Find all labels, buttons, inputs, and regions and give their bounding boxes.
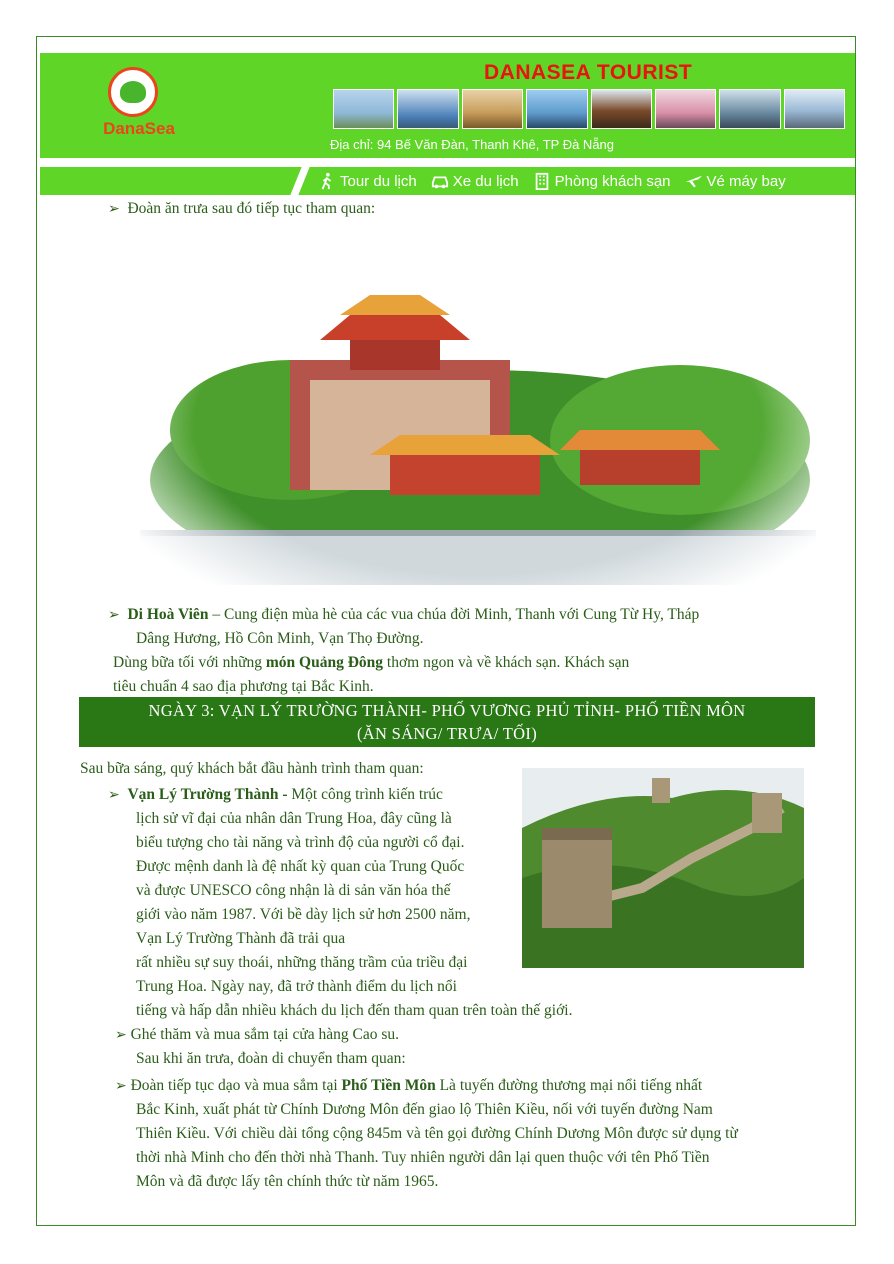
great-wall-text: Trung Hoa. Ngày nay, đã trở thành điểm du lịch nổi — [136, 978, 457, 995]
bullet-arrow-icon: ➢ — [115, 1078, 127, 1094]
destination-photo-strip — [333, 89, 845, 129]
destination-photo — [784, 89, 845, 129]
nav-item-label: Vé máy bay — [706, 172, 786, 190]
destination-photo — [526, 89, 587, 129]
qianmen-text: Thiên Kiều. Với chiều dài tổng cộng 845m và tên gọi đường Chính Dương Môn được sử dụng từ — [136, 1125, 738, 1142]
destination-photo — [719, 89, 780, 129]
summer-palace-text: – Cung điện mùa hè của các vua chúa đời Minh, Thanh với Cung Từ Hy, Tháp — [208, 606, 700, 623]
logo-text: DanaSea — [103, 119, 175, 138]
great-wall-image — [522, 768, 804, 968]
bullet-lunch — [108, 197, 375, 221]
nav-item-hotel[interactable] — [533, 172, 671, 190]
bullet-great-wall — [108, 783, 443, 807]
great-wall-text: rất nhiều sự suy thoái, những thăng trầm của triều đại — [136, 954, 468, 971]
qianmen-text: Môn và đã được lấy tên chính thức từ năm 1965. — [136, 1173, 439, 1190]
car-icon — [431, 172, 449, 190]
great-wall-text: lịch sử vĩ đại của nhân dân Trung Hoa, đây cũng là — [136, 810, 452, 827]
great-wall-text: giới vào năm 1987. Với bề dày lịch sử hơn 2500 năm, — [136, 906, 471, 923]
hiker-icon — [318, 172, 336, 190]
great-wall-text: Vạn Lý Trường Thành đã trải qua — [136, 930, 346, 947]
company-address: Địa chỉ: 94 Bế Văn Đàn, Thanh Khê, TP Đà Nẵng — [330, 137, 615, 152]
nav-item-car[interactable] — [431, 172, 519, 190]
lunch-text: Đoàn ăn trưa sau đó tiếp tục tham quan: — [127, 200, 376, 217]
summer-palace-text-cont: Dâng Hương, Hồ Côn Minh, Vạn Thọ Đường. — [136, 630, 424, 647]
great-wall-text: tiếng và hấp dẫn nhiều khách du lịch đến tham quan trên toàn thế giới. — [136, 1002, 573, 1019]
danasea-logo[interactable] — [102, 67, 175, 147]
destination-photo — [655, 89, 716, 129]
hotel-icon — [533, 172, 551, 190]
logo-emblem-icon — [108, 67, 158, 117]
plane-icon — [685, 172, 703, 190]
brand-title: DANASEA TOURIST — [484, 61, 693, 84]
rubber-shop-text: Ghé thăm và mua sắm tại cửa hàng Cao su. — [130, 1026, 399, 1043]
qianmen-pre: Đoàn tiếp tục dạo và mua sắm tại — [130, 1077, 342, 1094]
hotel-text: tiêu chuẩn 4 sao địa phương tại Bắc Kinh. — [113, 678, 374, 695]
nav-menu — [318, 167, 786, 195]
bullet-arrow-icon: ➢ — [108, 607, 120, 623]
destination-photo — [462, 89, 523, 129]
great-wall-text: Một công trình kiến trúc — [287, 786, 443, 803]
qianmen-text: thời nhà Minh cho đến thời nhà Thanh. Tuy nhiên người dân lại quen thuộc với tên Phố Tiền — [136, 1149, 710, 1166]
bullet-arrow-icon: ➢ — [115, 1027, 127, 1043]
destination-photo — [591, 89, 652, 129]
after-lunch-text: Sau khi ăn trưa, đoàn di chuyển tham quan: — [136, 1050, 406, 1067]
day3-heading — [79, 697, 815, 747]
bullet-qianmen — [115, 1074, 702, 1098]
dinner-pre: Dùng bữa tối với những — [113, 654, 266, 671]
qianmen-text: Bắc Kinh, xuất phát từ Chính Dương Môn đến giao lộ Thiên Kiều, nối với tuyến đường Nam — [136, 1101, 713, 1118]
day3-meals: (ĂN SÁNG/ TRƯA/ TỐI) — [357, 724, 537, 743]
destination-photo — [397, 89, 458, 129]
dinner-text — [113, 651, 629, 675]
qianmen-title: Phố Tiền Môn — [341, 1077, 436, 1094]
bullet-arrow-icon: ➢ — [108, 787, 120, 803]
great-wall-title: Vạn Lý Trường Thành - — [127, 786, 288, 803]
bullet-rubber-shop — [115, 1023, 399, 1047]
destination-photo — [333, 89, 394, 129]
summer-palace-image — [140, 230, 816, 585]
header-banner — [40, 53, 855, 158]
qianmen-text: Là tuyến đường thương mại nổi tiếng nhất — [435, 1077, 703, 1094]
summer-palace-title: Di Hoà Viên — [127, 606, 209, 623]
day3-title: NGÀY 3: VẠN LÝ TRƯỜNG THÀNH- PHỐ VƯƠNG PHỦ TỈNH- PHỐ TIỀN MÔN — [148, 701, 746, 720]
great-wall-text: biểu tượng cho tài năng và trình độ của người cổ đại. — [136, 834, 465, 851]
bullet-arrow-icon: ➢ — [108, 201, 120, 217]
great-wall-text: và được UNESCO công nhận là di sản văn hóa thế — [136, 882, 451, 899]
nav-item-label: Phòng khách sạn — [554, 172, 671, 190]
nav-item-tour[interactable] — [318, 172, 417, 190]
great-wall-text: Được mệnh danh là đệ nhất kỳ quan của Trung Quốc — [136, 858, 465, 875]
dinner-post: thơm ngon và về khách sạn. Khách sạn — [383, 654, 630, 671]
after-breakfast-text: Sau bữa sáng, quý khách bắt đầu hành trình tham quan: — [80, 760, 424, 777]
nav-item-label: Tour du lịch — [340, 172, 417, 190]
nav-item-flight[interactable] — [685, 172, 786, 190]
dinner-bold: món Quảng Đông — [265, 654, 384, 671]
bullet-summer-palace — [108, 603, 699, 627]
nav-item-label: Xe du lịch — [452, 172, 519, 190]
